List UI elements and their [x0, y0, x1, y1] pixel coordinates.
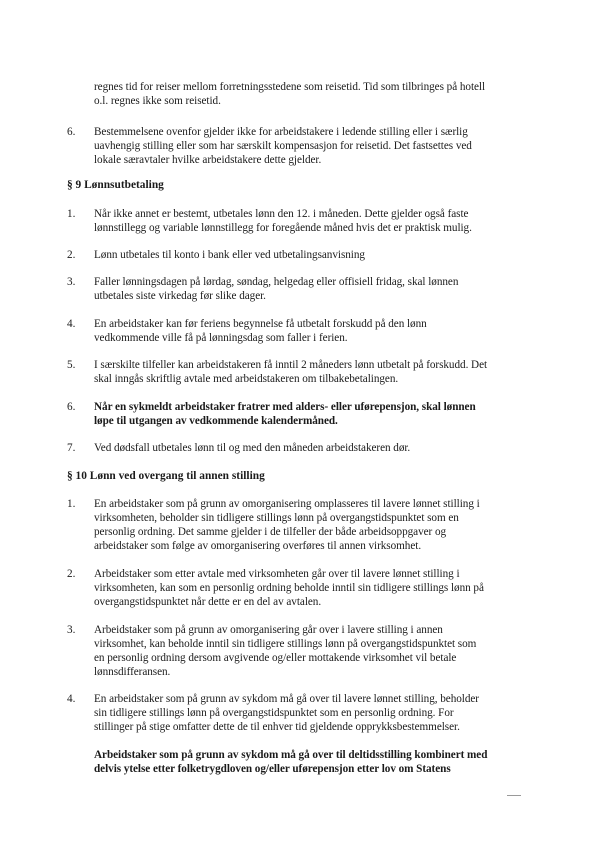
item-number: 4.	[67, 318, 76, 330]
item-line: En arbeidstaker kan før feriens begynnelse få utbetalt forskudd på den lønn	[94, 318, 427, 330]
item-line: lønnstillegg og variable lønnstillegg for foregående måned hvis det er praktisk mulig.	[94, 222, 472, 234]
item-line: Arbeidstaker som etter avtale med virksomheten går over til lavere lønnet stilling i	[94, 568, 460, 580]
item-line: Når ikke annet er bestemt, utbetales lønn den 12. i måneden. Dette gjelder også faste	[94, 208, 469, 220]
item-line: lønnsdifferansen.	[94, 666, 171, 678]
item-number: 3.	[67, 276, 76, 288]
item-line: En arbeidstaker som på grunn av omorganisering omplasseres til lavere lønnet stilling i	[94, 498, 480, 510]
intro-line-1: regnes tid for reiser mellom forretningsstedene som reisetid. Tid som tilbringes på hotell	[94, 81, 486, 93]
item-line: Lønn utbetales til konto i bank eller ved utbetalingsanvisning	[94, 249, 365, 261]
item-line: arbeidstaker som følge av omorganisering overføres til annen virksomhet.	[94, 540, 422, 552]
item-line: Arbeidstaker som på grunn av omorganisering går over i lavere stilling i annen	[94, 624, 443, 636]
item-line-bold: Når en sykmeldt arbeidstaker fratrer med alders- eller uførepensjon, skal lønnen	[94, 401, 476, 413]
item-line: virksomheten, beholder sin tidligere stillings lønn på overgangstidspunktet som en	[94, 512, 459, 524]
item-number: 2.	[67, 249, 76, 261]
item-number: 7.	[67, 442, 76, 454]
continuation-line-bold: Arbeidstaker som på grunn av sykdom må gå over til deltidsstilling kombinert med	[94, 749, 488, 761]
continuation-line-bold: delvis ytelse etter folketrygdloven og/eller uførepensjon etter lov om Statens	[94, 763, 451, 775]
item-line: vedkommende ville få på lønningsdag som faller i ferien.	[94, 332, 348, 344]
item-number: 1.	[67, 498, 76, 510]
item-line: utbetales siste virkedag før slike dager.	[94, 290, 266, 302]
item-line: sin tidligere stillings lønn på overgangstidspunktet som en personlig ordning. For	[94, 707, 454, 719]
item-line: En arbeidstaker som på grunn av sykdom må gå over til lavere lønnet stilling, beholder	[94, 693, 479, 705]
item-line: virksomheten, kan som en personlig ordning beholde inntil sin tidligere stillings lønn på	[94, 582, 484, 594]
item-number: 2.	[67, 568, 76, 580]
item-line: personlig ordning. Det samme gjelder i de tilfeller der både arbeidsoppgaver og	[94, 526, 447, 538]
item-number: 1.	[67, 208, 76, 220]
item-line: overgangstidspunktet når dette er en del av avtalen.	[94, 596, 322, 608]
item-line: lokale særavtaler hvilke arbeidstakere dette gjelder.	[94, 154, 322, 166]
item-number: 4.	[67, 693, 76, 705]
item-line: I særskilte tilfeller kan arbeidstakeren få inntil 2 måneders lønn utbetalt på forskudd. Det	[94, 359, 488, 371]
item-line: Faller lønningsdagen på lørdag, søndag, helgedag eller offisiell fridag, skal lønnen	[94, 276, 459, 288]
section-heading-10: § 10 Lønn ved overgang til annen stilling	[67, 470, 265, 482]
item-number: 5.	[67, 359, 76, 371]
intro-line-2: o.l. regnes ikke som reisetid.	[94, 95, 221, 107]
item-line-bold: løpe til utgangen av vedkommende kalendermåned.	[94, 415, 338, 427]
page-corner-mark	[507, 795, 521, 796]
item-line: Bestemmelsene ovenfor gjelder ikke for arbeidstakere i ledende stilling eller i særlig	[94, 126, 468, 138]
item-number: 6.	[67, 126, 76, 138]
item-line: en personlig ordning dersom avgivende og/eller mottakende virksomhet vil betale	[94, 652, 457, 664]
section-heading-9: § 9 Lønnsutbetaling	[67, 179, 164, 191]
item-number: 6.	[67, 401, 76, 413]
item-line: stillinger på stige omfatter dette de til enhver tid gjeldende opprykksbestemmelser.	[94, 721, 460, 733]
item-line: skal inngås skriftlig avtale med arbeidstakeren om tilbakebetalingen.	[94, 373, 399, 385]
item-number: 3.	[67, 624, 76, 636]
item-line: virksomhet, kan beholde inntil sin tidligere stillings lønn på overgangstidspunktet som	[94, 638, 477, 650]
item-line: uavhengig stilling eller som har særskilt kompensasjon for reisetid. Det fastsettes ved	[94, 140, 472, 152]
item-line: Ved dødsfall utbetales lønn til og med den måneden arbeidstakeren dør.	[94, 442, 411, 454]
